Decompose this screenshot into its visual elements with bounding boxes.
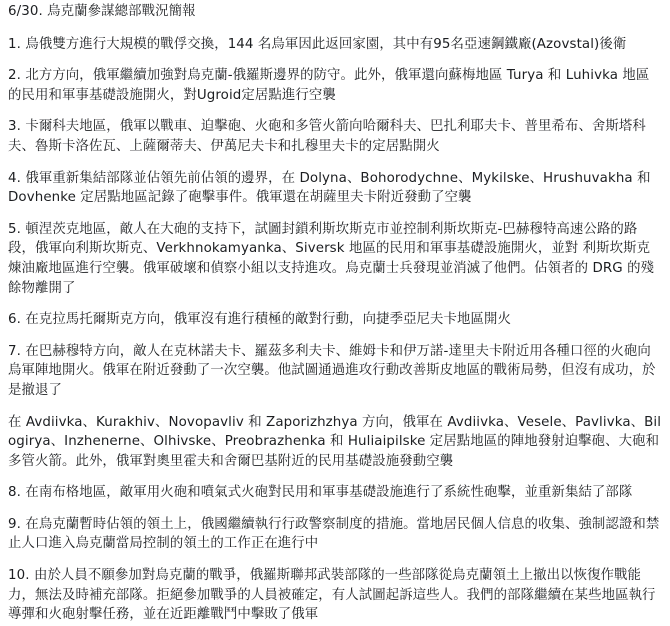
paragraph-10: 10. 由於人員不願參加對烏克蘭的戰爭，俄羅斯聯邦武裝部隊的一些部隊從烏克蘭領土上撤出以恢復作戰能力，無法及時補充部隊。拒絕參加戰爭的人員被確定，有人試圖起訴這些人。我們的部隊繼續在某些地區執行導彈和火砲射擊任務，並在近距離戰鬥中擊敗了俄軍	[8, 568, 656, 623]
post-title: 6/30. 烏克蘭參謀總部戰況簡報	[8, 4, 196, 19]
paragraph-7b: 在 Avdiivka、Kurakhiv、Novopavliv 和 Zaporizhzhya 方向，俄軍在 Avdiivka、Vesele、Pavlivka、Bilogirya、Inzhenerne、Olhivske、Preobrazhenka 和 Huliaipilske 定居點地區的陣地發射迫擊砲、大砲和多管火箭。此外，俄軍對奧里霍夫和舍爾巴基附近的民用基礎設施發動空襲	[8, 414, 662, 469]
paragraph-1: 1. 烏俄雙方進行大規模的戰俘交換，144 名烏軍因此返回家園，其中有95名亞速鋼鐵廠(Azovstal)後衛	[8, 36, 627, 52]
paragraph-2: 2. 北方方向，俄軍繼續加強對烏克蘭-俄羅斯邊界的防守。此外，俄軍還向蘇梅地區 Turya 和 Luhivka 地區的民用和軍事基礎設施開火，對Ugroid定居點進行空襲	[8, 68, 650, 103]
paragraph-8: 8. 在南布格地區，敵軍用火砲和噴氣式火砲對民用和軍事基礎設施進行了系統性砲擊，並重新集結了部隊	[8, 485, 633, 501]
paragraph-4: 4. 俄軍重新集結部隊並佔領先前佔領的邊界，在 Dolyna、Bohorodychne、Mykilske、Hrushuvakha 和 Dovhenke 定居點地區記錄了砲擊事件。俄軍還在胡薩里夫卡附近發動了空襲	[8, 170, 651, 206]
paragraph-6: 6. 在克拉馬托爾斯克方向，俄軍沒有進行積極的敵對行動，向捷季亞尼夫卡地區開火	[8, 312, 511, 328]
paragraph-7: 7. 在巴赫穆特方向，敵人在克林諾夫卡、羅茲多利夫卡、維姆卡和伊万諾-達里夫卡附近用各種口徑的火砲向烏軍陣地開火。俄軍在附近發動了一次空襲。他試圖通過進攻行動改善斯皮地區的戰術局勢，但沒有成功，於是撤退了	[8, 343, 656, 398]
paragraph-3: 3. 卡爾科夫地區，俄軍以戰車、迫擊砲、火砲和多管火箭向哈爾科夫、巴扎利耶夫卡、普里希布、舍斯塔科夫、魯斯卡洛佐瓦、上薩爾蒂夫、伊萬尼夫卡和扎穆里夫卡的定居點開火	[8, 119, 646, 154]
paragraph-9: 9. 在烏克蘭暫時佔領的領土上，俄國繼續執行行政警察制度的措施。當地居民個人信息的收集、強制認證和禁止人口進入烏克蘭當局控制的領土的工作正在進行中	[8, 516, 660, 552]
paragraph-5: 5. 頓涅茨克地區，敵人在大砲的支持下，試圖封鎖利斯坎斯克市並控制利斯坎斯克-巴赫穆特高速公路的路段，俄軍向利斯坎斯克、Verkhnokamyanka、Siversk 地區的民用和軍事基礎設施開火，並對 利斯坎斯克煉油廠地區進行空襲。俄軍破壞和偵察小組以支持進攻。烏克蘭士兵發現並消滅了他們。佔領者的 DRG 的殘餘物離開了	[8, 221, 655, 296]
